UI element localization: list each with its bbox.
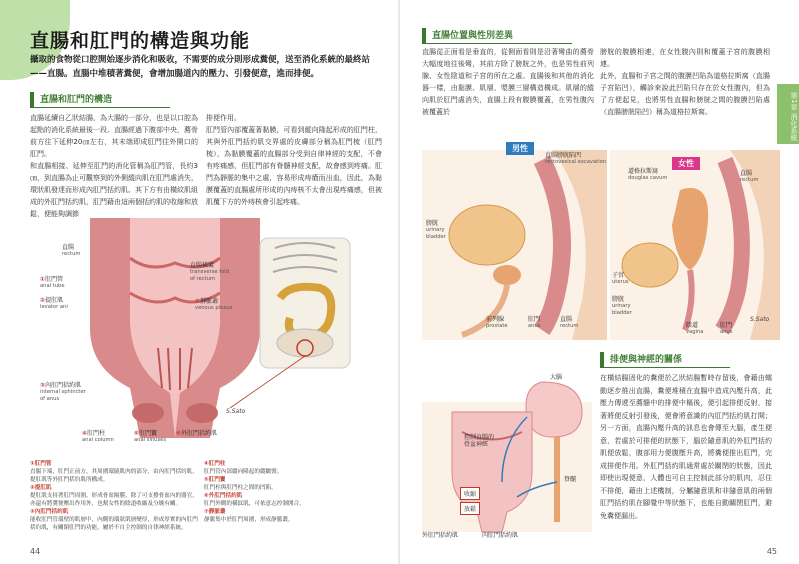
label-male-bladder: 膀胱 urinary bladder — [426, 220, 446, 240]
label-external-sphincter: ⑥外肛門括約肌 — [176, 430, 218, 437]
label-rectovesical: 直腸膀胱陷凹 rectovesical excavation — [545, 152, 607, 165]
label-anal-column: ④肛門柱 anal column — [82, 430, 114, 443]
chapter-tab: 第1章 消化系統 — [777, 84, 799, 144]
male-bladder — [449, 205, 525, 265]
label-uterus: 子宮 uterus — [612, 272, 629, 285]
label-relax: 放鬆 — [460, 502, 480, 515]
label-female-bladder: 膀胱 urinary bladder — [612, 296, 632, 316]
intro-text: 攝取的食物從口腔開始逐步消化和吸收，不需要的成分則形成糞便，送至消化系統的最終站——直腸。直腸中堆積著糞便，會增加腸道內的壓力、引發便意，進而排便。 — [30, 55, 371, 79]
label-contract: 收縮 — [460, 487, 480, 500]
label-male-rectum: 直腸 rectum — [560, 316, 579, 329]
label-female-anus: 肛門 anus — [720, 322, 733, 335]
label-anal-sinuses: ⑤肛門竇 anal sinuses — [134, 430, 167, 443]
label-transverse-fold: 直腸橫襞 transverse fold of rectum — [190, 262, 230, 282]
legend-item: ③內肛門括約肌 能收肛門管環壁的肌層中，內側的環狀肌層變厚，形成厚實的內肛門括約肌，有關閉肛門的功能，屬於不自主控制的自律神經系統。 — [30, 509, 198, 531]
external-sphincter-left — [132, 403, 164, 423]
page-number: 45 — [766, 547, 777, 556]
legend-column-right — [204, 460, 380, 524]
legend-item: ④肛門柱 肛門管內部縱向隆起的縱皺襞。 — [204, 461, 283, 475]
prostate — [493, 265, 521, 285]
label-internal-sphincter: 內肛門括約肌 — [482, 532, 519, 539]
label-internal-sphincter: ③內肛門括約肌 internal sphincter of anus — [40, 382, 86, 402]
male-tag: 男性 — [506, 142, 534, 155]
label-spine: 脊髓 — [564, 476, 577, 483]
label-male-anus: 肛門 anus — [528, 316, 541, 329]
female-tag: 女性 — [672, 157, 700, 170]
illustrator-signature: S.Sato — [226, 408, 246, 415]
male-pelvis-diagram — [422, 150, 607, 340]
legend-item: ⑦靜脈叢 靜脈集中於肛門周圍，形成靜脈叢。 — [204, 509, 294, 523]
label-douglas: 道格拉斯窩 douglas cavum — [628, 168, 668, 181]
body-column-2: 排便作用。 肛門管內部覆蓋著黏膜，可看到縱向隆起形成的肛門柱，其與外肛門括約肌交界處的皮膚部分稱為肛門梳（肛門梳），為黏膜覆蓋的直腸部分受到自律神經的支配，不會有疼痛感，但肛門部有脊髓神經支配，故會感到疼痛。肛門為靜脈的集中之處，容易形成痔瘡而出血，因此，為黏膜覆蓋的直腸處所形成的內痔核不太會出現疼痛感，但被肌覆下方的外痔核會引起疼痛。 — [206, 114, 382, 206]
illustrator-signature: S.Sato — [750, 316, 770, 323]
female-bladder — [622, 243, 678, 287]
brain-illustration — [526, 382, 582, 437]
section-heading-structure: 直腸和肛門的構造 — [30, 92, 170, 108]
legend-item: ②提肛肌 提肛肌支持著肛門周圍，形成骨盆隔膜，除了可支撐骨盆內的器官，亦還有將糞便壓出作用外，也幫女性的陰道收縮及分娩有關。 — [30, 485, 198, 507]
external-sphincter-right — [186, 403, 218, 423]
label-female-rectum: 直腸 rectum — [740, 170, 759, 183]
pelvis-illustration — [277, 329, 333, 357]
label-brain: 大腦 — [550, 374, 563, 381]
legend-item: ⑥外肛門括約肌 肛門外側的橫紋肌，可依意志控制開合。 — [204, 493, 305, 507]
section-heading-nerves: 排便與神經的關係 — [600, 352, 730, 368]
body-column-2: 膀胱的腹膜相連，在女性腹內則和覆蓋子宮的腹膜相連。 此外，直腸和子宮之間的腹膜凹陷為道格拉斯窩（直腸子宮陷凹），觸診來說此凹陷只存在於女性腹內，但為了方便起見，也將男性直腸和膀胱之間的腹膜凹陷處（直腸膀胱陷凹）稱為道格拉斯窩。 — [600, 48, 770, 116]
label-pelvic-nerve: 控制直腸的 骨盆神經 — [464, 434, 495, 448]
nerve-diagram — [422, 372, 592, 532]
section-heading-position: 直腸位置與性別差異 — [422, 28, 572, 44]
right-page — [400, 0, 799, 564]
label-venous-plexus: ⑦靜脈叢 venous plexus — [195, 298, 233, 311]
label-rectum: 直腸 rectum — [62, 244, 81, 257]
body-column-3: 在橫結腸固化的糞便於乙狀結腸暫時存留後，會藉由蠕動逐步推出直腸，糞便堆積在直腸中造成內壓升高，此壓力傳遞至薦髓中的排便中樞後，便引起排便反射，接著將便反射引發後，便會將意識的內肛門括約肌打開；另一方面，直腸內壓升高的訊息也會傳至大腦，產生便意，若處於可排便的狀態下，腦於隨意肌的外肛門括約肌便放鬆，腹部用力便腹壓升高，將糞便推出肛門，完成排便作用。外肛門括約肌通常處於關閉的狀態，因此即使出現便意，人體也可自主控制此部分的肌肉，忍住不排便，藉由上述機制，分屬隨意肌和非隨意肌的兩個肛門括約肌在腳覺中等狀態下，也能自動關閉肛門，避免糞便漏出。 — [600, 374, 772, 520]
page-number: 44 — [30, 547, 41, 556]
body-column-1: 直腸延續自乙狀結腸，為大腸的一部分，也是以口腔為起點的消化系統最後一段。直腸經過下腹部中央，薦骨前方往下延伸20㎝左右，其末端即成肛門往外開口的肛門。 和直腸相接、延伸至肛門的消化管稱為肛門管，長約3㎝，到直腸為止可觀察到的外側縱向肌在肛門處消失，環狀肌發達而形成內肛門括約肌。其下方有由橫紋肌組成的外肛門括約肌，肛門藉由這兩個括約肌的收縮和放鬆，便能夠調節 — [30, 114, 198, 218]
legend-column-left — [30, 460, 198, 532]
label-levator-ani: ②提肛肌 levator ani — [40, 297, 68, 310]
legend-item: ⑤肛門竇 肛門柱與肛門柱之間的凹陷。 — [204, 477, 277, 491]
page-title: 直腸和肛門的構造與功能 — [30, 30, 251, 52]
legend-item: ①肛門管 直腸下端，肛門正前方，其周圍環繞肌肉的部分，由內肛門括約肌，提肛肌等外肛門括約肌所構成。 — [30, 461, 198, 483]
rectum-anatomy-diagram — [30, 218, 390, 450]
label-anal-canal: ①肛門管 anal tube — [40, 276, 65, 289]
label-vagina: 陰道 vagina — [686, 322, 704, 335]
left-page — [0, 0, 399, 564]
label-prostate: 前列腺 prostate — [486, 316, 508, 329]
body-column-1: 直腸從正面看是垂直的，從側面看則是沿著彎曲的薦骨大幅度地往後彎，其前方除了膀胱之外，也是男性前列腺、女性陰道和子宮的所在之處。直腸後和其他的消化器一樣，由黏膜、肌層、漿膜三層構造構成。肌層的縱向肌於肛門處消失，直腸上段有腹膜覆蓋，在男性腹內被覆蓋於 — [422, 48, 594, 116]
label-external-sphincter: 外肛門括約肌 — [422, 532, 459, 539]
